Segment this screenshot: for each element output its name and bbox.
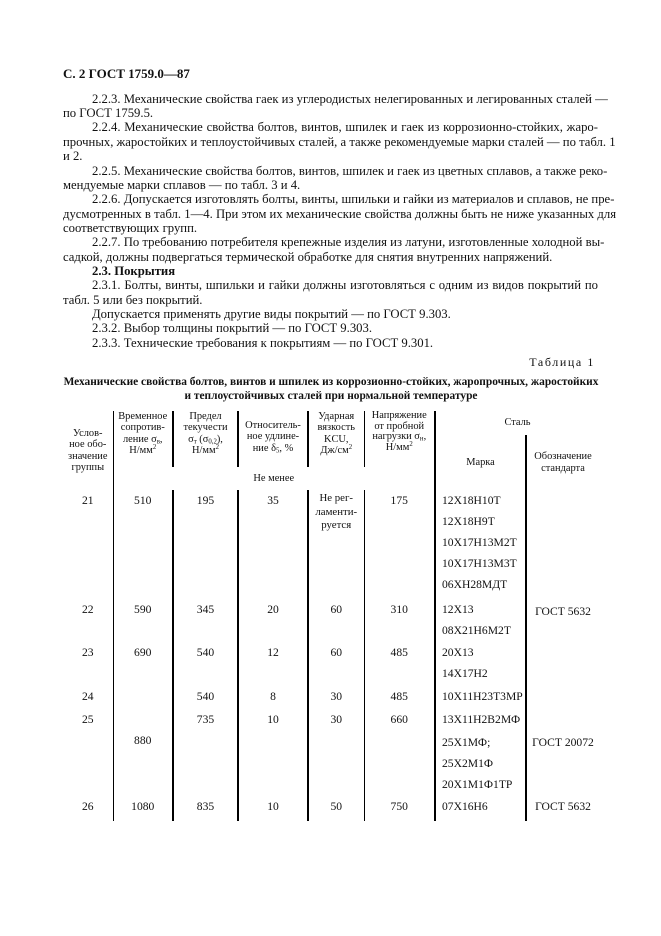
cell-yield: 835: [173, 796, 238, 821]
header-impact-strength: [308, 411, 364, 467]
cell-yield: 735: [173, 709, 238, 796]
symbol-subscript: 5: [275, 447, 280, 455]
cell-proof: 175: [364, 490, 435, 599]
header-grade: Марка: [435, 435, 526, 490]
cell-tensile: 590: [113, 599, 173, 642]
paragraph-2-2-7: [63, 235, 605, 264]
header-min-note: Не менее: [113, 467, 435, 490]
header-line: сопротив-: [120, 422, 165, 434]
header-steel: Сталь: [504, 417, 531, 429]
symbol-subscript: 0,2: [208, 438, 217, 446]
text-line: прочных, жаростойких и теплоустойчивых сталей, а также рекомендуемые марки сталей — по табл. 1: [63, 134, 616, 149]
header-line: Напряжение: [371, 410, 427, 421]
paragraph-2-2-3: [63, 91, 608, 121]
symbol-subscript: т: [193, 438, 197, 446]
unit-text: Н/мм: [129, 444, 153, 456]
table-row: [63, 599, 599, 642]
symbol-text: , %: [279, 442, 294, 454]
cell-standard: ГОСТ 20072: [532, 736, 594, 749]
text-line: и 2.: [63, 149, 83, 164]
header-tensile-strength: [113, 411, 173, 467]
text-line: мендуемые марки сплавов — по табл. 3 и 4.: [63, 177, 301, 192]
header-line: вязкость: [317, 422, 356, 434]
table-title-line: Механические свойства болтов, винтов и шпилек из коррозионно-стойких, жаропрочных, жаростойких: [63, 376, 599, 388]
steel-grade: 08Х21Н6М2Т: [442, 624, 511, 637]
cell-proof: 310: [364, 599, 435, 642]
table-label: Таблица 1: [529, 355, 595, 369]
symbol-text: ление σ: [122, 433, 157, 445]
text-line: 2.2.4. Механические свойства болтов, винтов, шпилек и гаек из коррозионно-стойких, жаро-: [92, 120, 598, 135]
header-proof-stress: [364, 411, 435, 467]
header-symbol-line: [174, 434, 237, 445]
paragraph-2-3-2: 2.3.2. Выбор толщины покрытий — по ГОСТ 9.303.: [92, 321, 373, 336]
cell-tensile: 1080: [113, 796, 173, 821]
header-line: группы: [71, 461, 105, 473]
steel-grade: 20Х1М1Ф1ТР: [442, 778, 513, 791]
symbol-text: ),: [216, 433, 223, 445]
steel-grade: 10Х17Н13М2Т: [442, 536, 517, 549]
table-title-line: и теплоустойчивых сталей при нормальной температуре: [184, 390, 478, 402]
text-line: 2.2.6. Допускается изготовлять болты, винты, шпильки и гайки из материалов и сплавов, не пре-: [92, 192, 615, 207]
text-line: садкой, должны подвергаться термической обработке для снятия внутренних напряжений.: [63, 249, 553, 264]
cell-elongation: 10: [238, 709, 308, 796]
text-line: по ГОСТ 1759.5.: [63, 106, 154, 121]
page-header: С. 2 ГОСТ 1759.0—87: [63, 66, 190, 81]
cell-tensile-shared: 880: [113, 686, 173, 796]
body-text: [63, 91, 617, 350]
text-line: соответствующих групп.: [63, 220, 198, 235]
text-line: 2.2.7. По требованию потребителя крепежные изделия из латуни, изготовленные холодной вы-: [92, 235, 605, 250]
cell-grades: [435, 490, 526, 599]
steel-grade: 12Х18Н10Т: [442, 494, 501, 507]
header-line: ное удлине-: [246, 431, 300, 443]
section-heading-coatings: 2.3. Покрытия: [92, 263, 176, 278]
header-unit-line: [309, 445, 364, 456]
text-line: 2.2.5. Механические свойства болтов, винтов, шпилек и гаек из цветных сплавов, а также реко-: [92, 163, 608, 178]
cell-tensile: 510: [113, 490, 173, 599]
header-standard: [526, 435, 599, 490]
symbol-text: нагрузки σ: [372, 431, 420, 443]
header-symbol-line: [239, 443, 307, 454]
cell-grades: [435, 642, 526, 686]
steel-grade: 25Х1МФ;: [442, 736, 491, 749]
cell-line: руется: [321, 519, 352, 531]
steel-grade: 10Х17Н13М3Т: [442, 557, 517, 570]
header-unit-line: [174, 445, 237, 456]
header-line: Ударная: [318, 411, 355, 422]
text-line: 2.2.3. Механические свойства гаек из углеродистых нелегированных и легированных сталей —: [92, 91, 608, 106]
cell-yield: 195: [173, 490, 238, 599]
cell-elongation: 20: [238, 599, 308, 642]
steel-grade: 14Х17Н2: [442, 667, 488, 680]
steel-grade: 06ХН28МДТ: [442, 578, 508, 591]
cell-group: 23: [63, 642, 113, 686]
steel-grade: 07Х16Н6: [442, 800, 488, 813]
header-group-designation: [63, 411, 113, 490]
cell-grades: [435, 599, 526, 642]
table-row: [63, 642, 599, 686]
table-row: [63, 796, 599, 821]
paragraph-2-3-3: 2.3.3. Технические требования к покрытиям — по ГОСТ 9.301.: [92, 335, 434, 350]
header-line: KCU,: [323, 433, 349, 445]
steel-grade: 12Х18Н9Т: [442, 515, 495, 528]
unit-superscript: 2: [152, 443, 157, 451]
mechanical-properties-table: [63, 411, 599, 821]
text-line: дусмотренных в табл. 1—4. При этом их механические свойства должны быть не ниже указанных для: [63, 206, 617, 221]
cell-elongation: 12: [238, 642, 308, 686]
header-symbol-line: [114, 434, 173, 445]
steel-grade: 10Х11Н23Т3МР: [442, 690, 523, 703]
cell-tensile: 690: [113, 642, 173, 686]
header-line: от пробной: [374, 420, 425, 432]
header-unit-line: [365, 440, 435, 454]
unit-text: Дж/см: [320, 444, 349, 456]
header-yield-strength: [173, 411, 238, 467]
symbol-subscript: н: [419, 435, 424, 443]
cell-proof: 485: [364, 642, 435, 686]
symbol-text: ,: [423, 431, 427, 443]
unit-superscript: 2: [215, 443, 219, 451]
steel-grade: 25Х2М1Ф: [442, 757, 494, 770]
cell-elongation: 10: [238, 796, 308, 821]
cell-line: ламенти-: [315, 505, 358, 518]
cell-group: 24: [63, 686, 113, 709]
header-line: Временное: [118, 411, 168, 422]
symbol-text: ние δ: [252, 442, 276, 454]
cell-yield: 345: [173, 599, 238, 642]
cell-impact: 60: [308, 599, 364, 642]
header-line: стандарта: [541, 462, 585, 474]
steel-grade: 20Х13: [442, 646, 474, 659]
header-line: Предел: [189, 411, 222, 422]
cell-group: 26: [63, 796, 113, 821]
unit-superscript: 2: [409, 440, 413, 448]
cell-group: 21: [63, 490, 113, 599]
cell-elongation: 8: [238, 686, 308, 709]
cell-proof: 660: [364, 709, 435, 796]
header-line: текучести: [183, 422, 228, 434]
cell-impact: [308, 490, 364, 599]
cell-proof: 485: [364, 686, 435, 709]
header-row: [63, 411, 599, 435]
steel-grade: 12Х13: [442, 603, 474, 616]
header-unit-line: [114, 445, 173, 456]
cell-impact: 30: [308, 686, 364, 709]
symbol-text: (σ: [196, 433, 209, 445]
symbol-subscript: в: [156, 438, 160, 446]
cell-line: Не рег-: [319, 492, 353, 504]
cell-standard: ГОСТ 5632: [535, 800, 591, 813]
paragraph-2-3-1: [63, 278, 598, 307]
text-line: табл. 5 или без покрытий.: [63, 292, 203, 307]
cell-grades: [435, 709, 526, 732]
header-line: Относитель-: [245, 420, 301, 431]
header-line: значение: [68, 450, 108, 462]
unit-superscript: 2: [348, 443, 353, 451]
header-line: Услов-: [73, 427, 103, 439]
cell-grades: [435, 686, 526, 709]
cell-grades: [435, 732, 526, 796]
paragraph-2-2-5: [63, 163, 608, 193]
paragraph-other-coatings: Допускается применять другие виды покрытий — по ГОСТ 9.303.: [92, 306, 451, 321]
unit-text: Н/мм: [192, 444, 216, 456]
cell-yield: 540: [173, 642, 238, 686]
paragraph-2-2-6: [63, 192, 617, 235]
steel-grade: 13Х11Н2В2МФ: [442, 713, 521, 726]
header-elongation: [238, 411, 308, 467]
cell-proof: 750: [364, 796, 435, 821]
cell-group: 22: [63, 599, 113, 642]
symbol-text: ,: [159, 433, 163, 445]
header-line: Обозначение: [534, 451, 592, 463]
header-line: ное обо-: [69, 439, 107, 451]
cell-yield: 540: [173, 686, 238, 709]
cell-impact: 50: [308, 796, 364, 821]
cell-impact: 30: [308, 709, 364, 796]
cell-standard: ГОСТ 5632: [535, 604, 591, 618]
cell-impact: 60: [308, 642, 364, 686]
cell-grades: [435, 796, 526, 821]
cell-group: 25: [63, 709, 113, 796]
paragraph-2-2-4: [63, 120, 616, 164]
table-title: [63, 375, 599, 403]
cell-elongation: 35: [238, 490, 308, 599]
table-row: [63, 490, 599, 599]
symbol-text: σ: [188, 433, 194, 445]
table-row: [63, 686, 599, 709]
text-line: 2.3.1. Болты, винты, шпильки и гайки должны изготовляться с одним из видов покрытий по: [92, 278, 598, 293]
unit-text: Н/мм: [385, 441, 410, 453]
